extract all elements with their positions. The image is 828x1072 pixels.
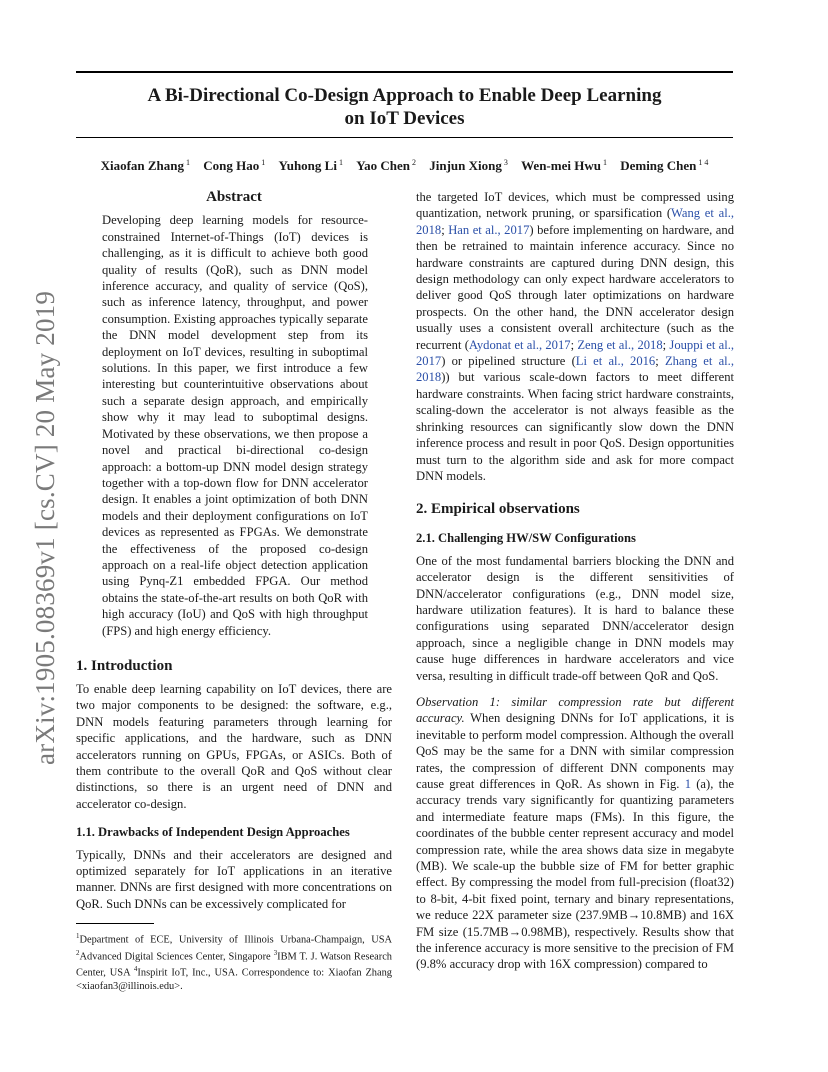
section-2-heading: 2. Empirical observations bbox=[416, 501, 580, 518]
citation-link[interactable]: Wang et al., 2018 bbox=[416, 206, 734, 237]
intro-heading: 1. Introduction bbox=[76, 657, 173, 674]
author: Yuhong Li $^1$ bbox=[278, 158, 343, 174]
figure-link[interactable]: 1 bbox=[684, 777, 691, 791]
subsection-paragraph: Typically, DNNs and their accelerators are designed and optimized separately for IoT applications in an iterative manner. DNNs are first designed with more concentrations on QoR. Such DNNs can be excessively complicated for bbox=[76, 847, 392, 911]
abstract-heading: Abstract bbox=[206, 189, 262, 205]
left-column bbox=[76, 189, 392, 993]
abstract-text: Developing deep learning models for resource-constrained Internet-of-Things (IoT) devices is challenging, as it is difficult to achieve both good quality of results (QoR), such as DNN model inference accuracy, and quality of service (QoS), such as inference latency, throughput, and power consumption. Existing approaches typically separate the DNN model development step from its deployment on IoT devices, resulting in suboptimal solutions. In this paper, we first introduce a few interesting but counterintuitive observations about such a separate design approach, and empirically show why it may lead to suboptimal designs. Motivated by these observations, we then propose a novel and practical bi-directional co-design approach: a bottom-up DNN model design strategy together with a top-down flow for DNN accelerator design. It enables a joint optimization of both DNN models and their deployment configurations on IoT devices as represented as FPGAs. We demonstrate the effectiveness of the proposed co-design approach on a real-life object detection application using Pynq-Z1 embedded FPGA. Our method obtains the state-of-the-art results on both QoR with high accuracy (IoU) and QoS with high throughput (FPS) and high energy efficiency. bbox=[102, 213, 368, 638]
citation-link[interactable]: Han et al., 2017 bbox=[448, 222, 530, 237]
footnote-rule bbox=[76, 923, 154, 924]
author: Jinjun Xiong $^3$ bbox=[429, 158, 508, 174]
observation-label: Observation 1: similar compression rate but different accuracy. bbox=[416, 694, 734, 726]
citation-link[interactable]: Li et al., 2016 bbox=[575, 354, 656, 369]
author: Xiaofan Zhang $^1$ bbox=[100, 158, 191, 174]
citation-link[interactable]: Aydonat et al., 2017 bbox=[468, 337, 571, 352]
author: Deming Chen $^{1 4}$ bbox=[620, 158, 709, 174]
paper-title bbox=[76, 84, 733, 130]
observation-paragraph: Observation 1: similar compression rate but different accuracy. When designing DNNs for IoT applications, it is inevitable to perform model compression. Although the overall QoS may be the same for a DNN with similar compression rates, the compression of different DNN components may cause great differences in QoR. As shown in Fig. 1 (a), the accuracy trends vary significantly for quantizing parameters and intermediate feature maps (FMs). In this figure, the coordinates of the bubble center represent accuracy and model compression rate, while the area shows data size in megabyte (MB). We scale-up the bubble size of FM for better graphic effect. By compressing the model from full-precision (float32) to 8-bit, 4-bit fixed point, ternary and binary representations, we reduce 22X parameter size (237.9MB→10.8MB) and 16X FM size (15.7MB→0.98MB), respectively. Results show that the inference accuracy is more sensitive to the precision of FM (9.8% accuracy drop with 16X compression) compared to bbox=[416, 694, 734, 972]
author: Wen-mei Hwu $^1$ bbox=[521, 158, 607, 174]
section-2-1-heading: 2.1. Challenging HW/SW Configurations bbox=[416, 531, 636, 546]
continued-paragraph: the targeted IoT devices, which must be compressed using quantization, network pruning, or sparsification (Wang et al., 2018; Han et al., 2017) before implementing on hardware, and then be retrained to maintain inference accuracy. Since no hardware constraints are captured during DNN design, this design methodology can only expect hardware accelerators to deliver good QoS through later optimizations on hardware prospects. On the other hand, the DNN accelerator design usually uses a consistent overall architecture (such as the recurrent (Aydonat et al., 2017; Zeng et al., 2018; Jouppi et al., 2017) or pipelined structure (Li et al., 2016; Zhang et al., 2018)) but various scale-down factors to meet different hardware constraints. When facing strict hardware constraints, scaling-down the accelerator is not always feasible as the shrinking resources can significantly slow down the DNN inference process and result in poor QoS. Design opportunities must turn to the algorithm side and ask for more compact DNN models. bbox=[416, 190, 735, 483]
citation-link[interactable]: Zeng et al., 2018 bbox=[577, 337, 663, 352]
section-2-1-paragraph: One of the most fundamental barriers blocking the DNN and accelerator design is the different sensitivities of DNN/accelerator configurations (e.g., DNN model size, hardware utilization features). It is hard to balance these configurations using separated DNN/accelerator design approach, since a negligible change in DNN models may cause huge differences in hardware accelerators and vice versa, resulting in difficult trade-off between QoR and QoS. bbox=[416, 553, 734, 683]
author: Cong Hao $^1$ bbox=[203, 158, 266, 174]
citation-link[interactable]: Zhang et al., 2018 bbox=[416, 354, 734, 385]
title-line-1: A Bi-Directional Co-Design Approach to Enable Deep Learning bbox=[147, 85, 662, 106]
arxiv-stamp: arXiv:1905.08369v1 [cs.CV] 20 May 2019 bbox=[30, 290, 60, 765]
author-list bbox=[76, 158, 733, 174]
title-bottom-rule bbox=[76, 137, 733, 138]
affiliation-footnote: $^1$Department of ECE, University of Illinois Urbana-Champaign, USA $^2$Advanced Digital Sciences Center, Singapore $^3$IBM T. J. Watson Research Center, USA $^4$Inspirit IoT, Inc., USA. Correspondence to: Xiaofan Zhang <xiaofan3@illinois.edu>. bbox=[76, 932, 392, 992]
title-line-2: on IoT Devices bbox=[344, 108, 465, 129]
citation-link[interactable]: Jouppi et al., 2017 bbox=[416, 337, 735, 369]
author: Yao Chen $^2$ bbox=[356, 158, 417, 174]
subsection-heading: 1.1. Drawbacks of Independent Design Approaches bbox=[76, 825, 350, 840]
right-column bbox=[416, 189, 734, 973]
title-top-rule bbox=[76, 71, 733, 73]
intro-paragraph: To enable deep learning capability on IoT devices, there are two major components to be designed: the software, e.g., DNN models featuring parameters through learning for specific applications, and the hardware, such as DNN accelerators running on GPUs, FPGAs, or ASICs. Both of them contribute to the overall QoR and QoS without clear distinctions, so there is an urgent need of DNN and accelerator co-design. bbox=[76, 681, 392, 811]
